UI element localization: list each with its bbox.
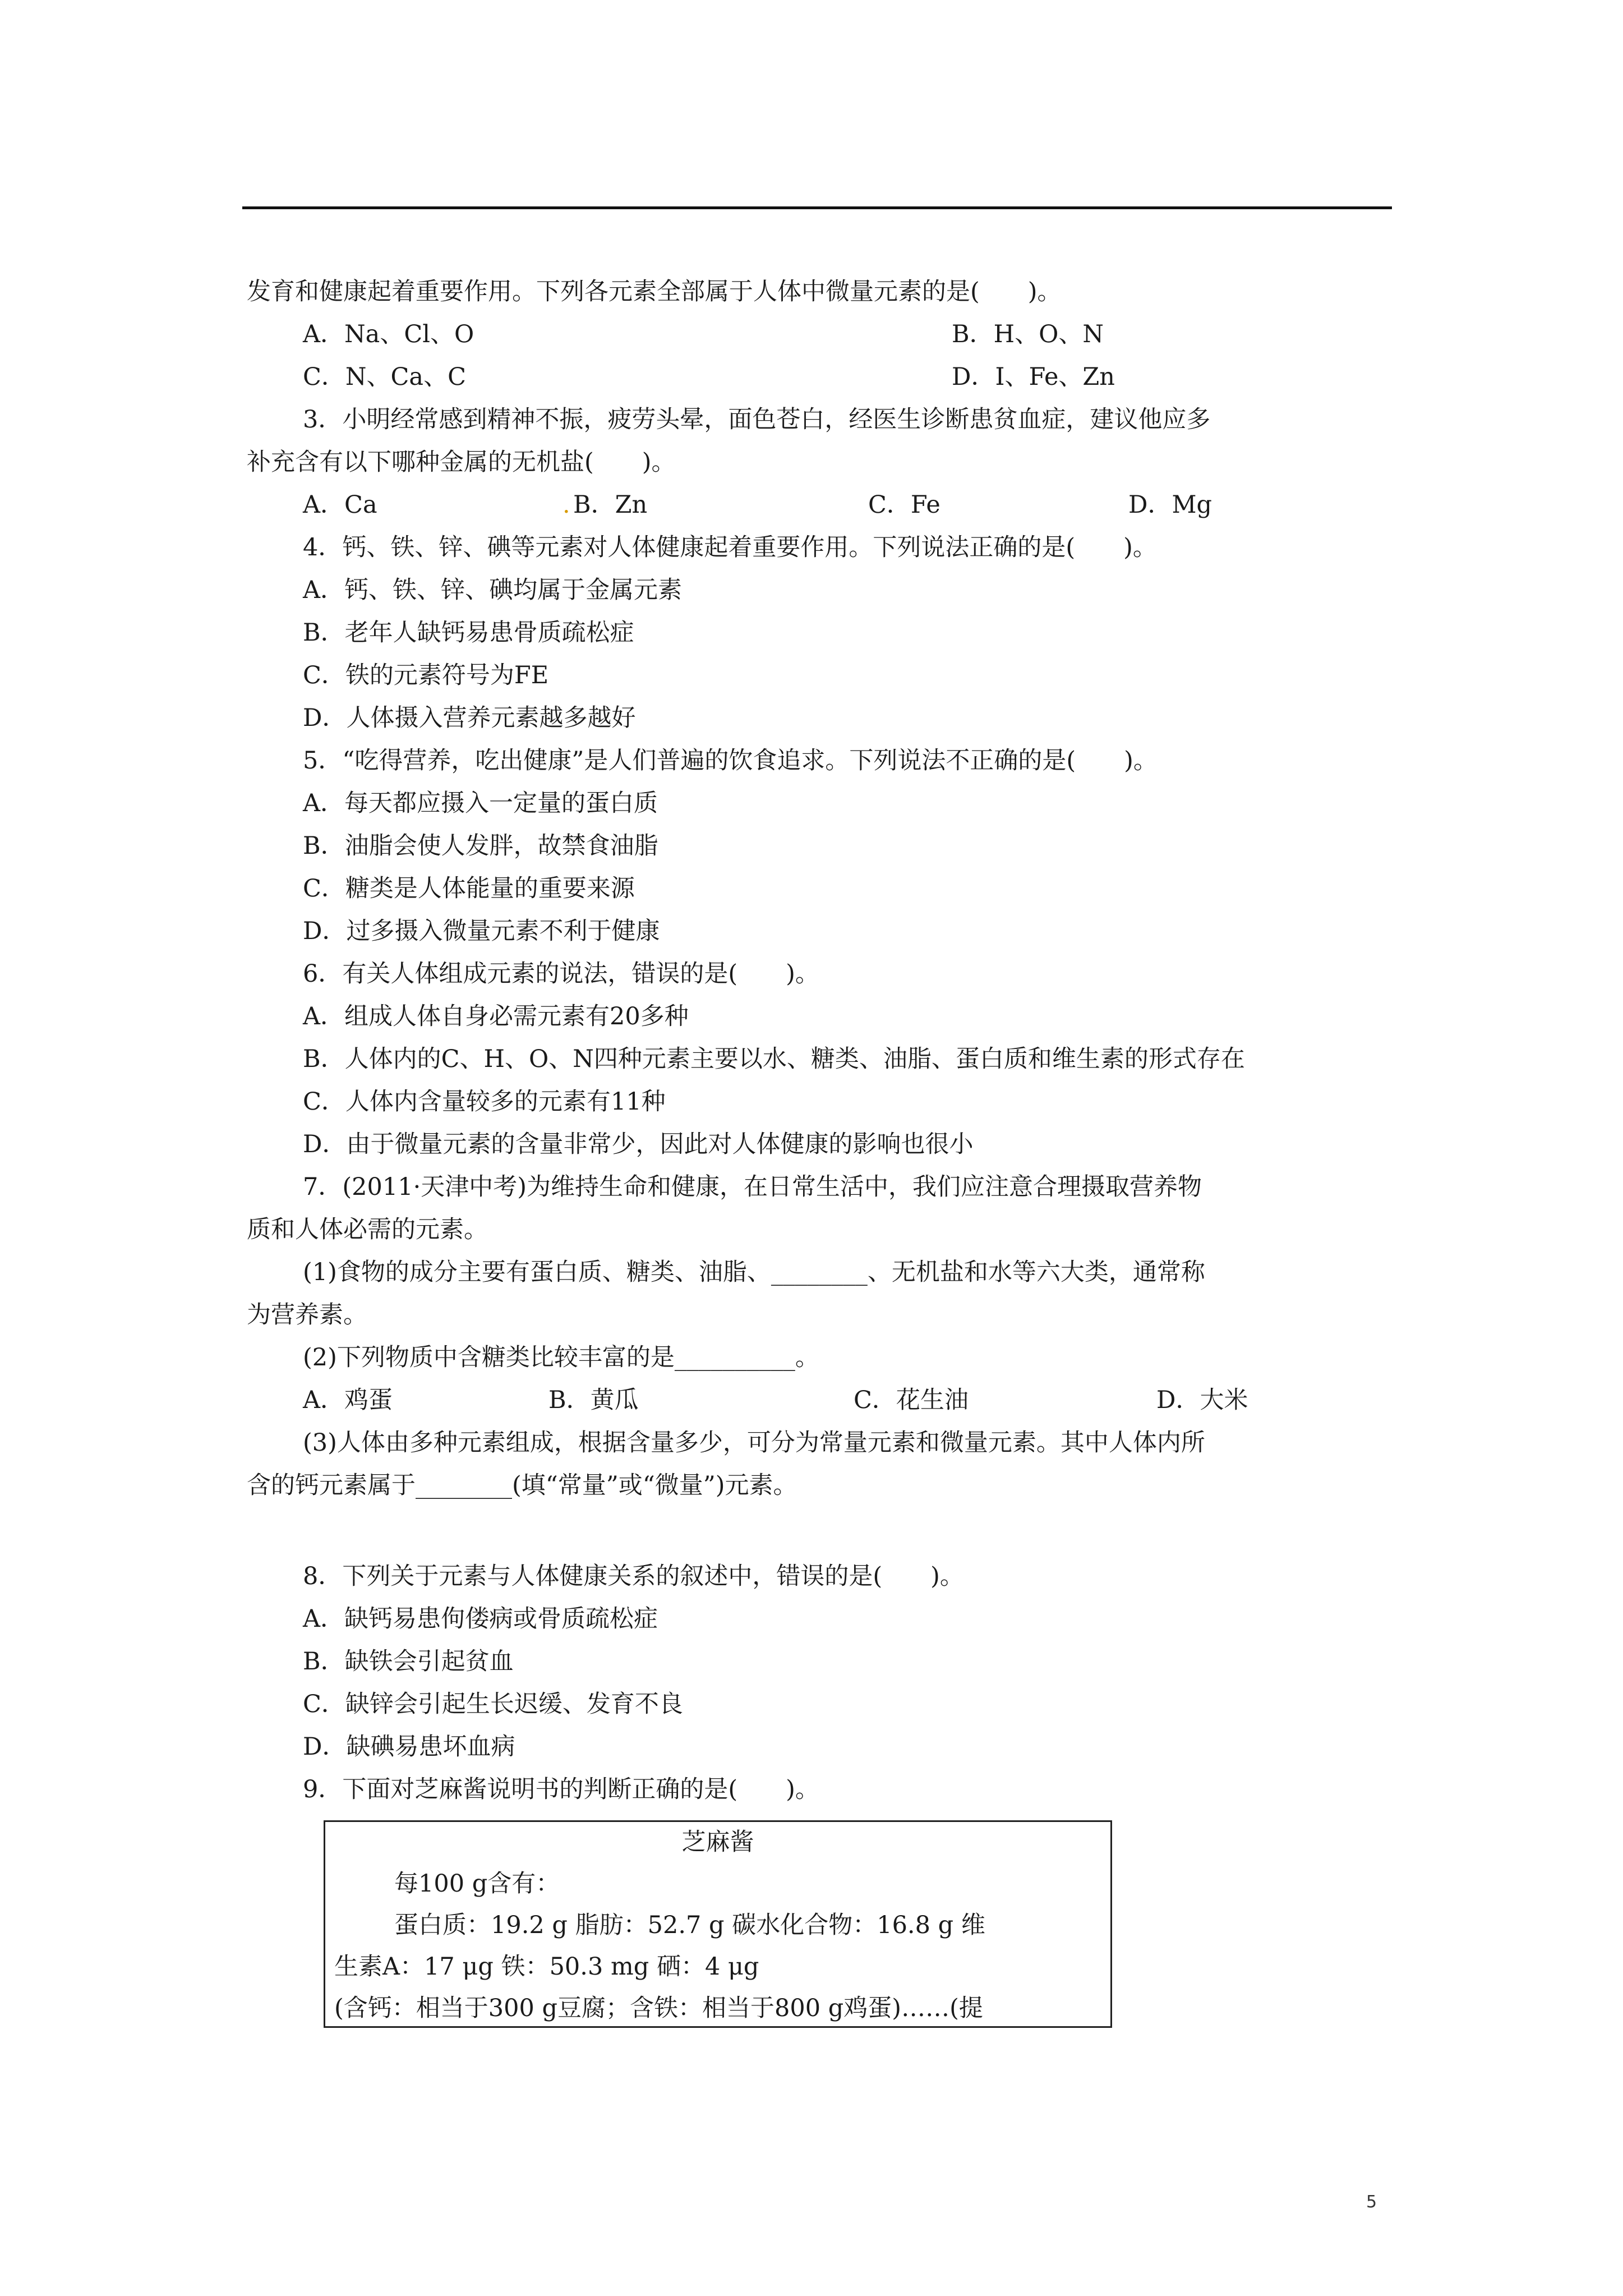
option-b: B．H、O、N <box>952 320 1104 348</box>
nutrition-label-box <box>324 1820 1112 2028</box>
text-line: 发育和健康起着重要作用。下列各元素全部属于人体中微量元素的是( )。 <box>247 278 1062 306</box>
option-d: D．I、Fe、Zn <box>952 363 1115 391</box>
question-6: 6．有关人体组成元素的说法，错误的是( )。 <box>303 960 819 988</box>
option-d: D．Mg <box>1128 491 1212 519</box>
option-a: A．Na、Cl、O <box>303 320 474 348</box>
option-a: A．钙、铁、锌、碘均属于金属元素 <box>303 576 683 604</box>
option-c: C．N、Ca、C <box>303 363 466 391</box>
question-7-cont: 质和人体必需的元素。 <box>247 1216 488 1244</box>
question-7: 7．(2011·天津中考)为维持生命和健康，在日常生活中，我们应注意合理摄取营养物 <box>303 1173 1202 1201</box>
option-a: A．组成人体自身必需元素有20多种 <box>303 1002 689 1030</box>
option-b: B．黄瓜 <box>548 1386 639 1414</box>
header-rule <box>242 206 1392 209</box>
label-line: (含钙：相当于300 g豆腐；含铁：相当于800 g鸡蛋)……(提 <box>334 1994 983 2022</box>
subquestion-2: (2)下列物质中含糖类比较丰富的是__________。 <box>303 1343 819 1372</box>
page-number: 5 <box>1366 2192 1377 2212</box>
label-line: 生素A：17 μg 铁：50.3 mg 硒：4 μg <box>334 1953 759 1981</box>
label-line: 蛋白质：19.2 g 脂肪：52.7 g 碳水化合物：16.8 g 维 <box>394 1911 985 1939</box>
label-line: 每100 g含有： <box>394 1870 560 1898</box>
option-b: B．Zn <box>573 491 648 519</box>
option-a: A．鸡蛋 <box>303 1386 393 1414</box>
subquestion-3: (3)人体由多种元素组成，根据含量多少，可分为常量元素和微量元素。其中人体内所 <box>303 1429 1205 1457</box>
question-8: 8．下列关于元素与人体健康关系的叙述中，错误的是( )。 <box>303 1562 964 1590</box>
option-b: B．老年人缺钙易患骨质疏松症 <box>303 619 634 647</box>
option-d: D．由于微量元素的含量非常少，因此对人体健康的影响也很小 <box>303 1130 974 1158</box>
subquestion-1-cont: 为营养素。 <box>247 1301 367 1329</box>
option-a: A．每天都应摄入一定量的蛋白质 <box>303 789 658 817</box>
subquestion-1: (1)食物的成分主要有蛋白质、糖类、油脂、________、无机盐和水等六大类，通常称 <box>303 1258 1205 1286</box>
option-c: C．糖类是人体能量的重要来源 <box>303 875 635 903</box>
subquestion-3-cont: 含的钙元素属于________(填“常量”或“微量”)元素。 <box>247 1471 797 1499</box>
question-4: 4．钙、铁、锌、碘等元素对人体健康起着重要作用。下列说法正确的是( )。 <box>303 533 1157 562</box>
option-d: D．缺碘易患坏血病 <box>303 1733 515 1761</box>
option-b: B．油脂会使人发胖，故禁食油脂 <box>303 832 658 860</box>
option-d: D．人体摄入营养元素越多越好 <box>303 704 636 732</box>
option-c: C．人体内含量较多的元素有11种 <box>303 1088 666 1116</box>
question-5: 5．“吃得营养，吃出健康”是人们普遍的饮食追求。下列说法不正确的是( )。 <box>303 747 1158 775</box>
option-c: C．花生油 <box>854 1386 969 1414</box>
option-a: A．Ca <box>303 491 377 519</box>
marker-dot: . <box>562 491 570 519</box>
option-c: C．铁的元素符号为FE <box>303 661 549 689</box>
option-c: C．缺锌会引起生长迟缓、发育不良 <box>303 1690 683 1718</box>
option-c: C．Fe <box>868 491 940 519</box>
option-d: D．过多摄入微量元素不利于健康 <box>303 917 660 945</box>
option-d: D．大米 <box>1156 1386 1248 1414</box>
question-9: 9．下面对芝麻酱说明书的判断正确的是( )。 <box>303 1775 819 1803</box>
option-b: B．缺铁会引起贫血 <box>303 1648 514 1676</box>
option-b: B．人体内的C、H、O、N四种元素主要以水、糖类、油脂、蛋白质和维生素的形式存在 <box>303 1045 1245 1073</box>
label-title: 芝麻酱 <box>681 1828 754 1856</box>
question-3-cont: 补充含有以下哪种金属的无机盐( )。 <box>247 448 676 476</box>
option-a: A．缺钙易患佝偻病或骨质疏松症 <box>303 1605 658 1633</box>
question-3: 3．小明经常感到精神不振，疲劳头晕，面色苍白，经医生诊断患贫血症，建议他应多 <box>303 406 1211 434</box>
